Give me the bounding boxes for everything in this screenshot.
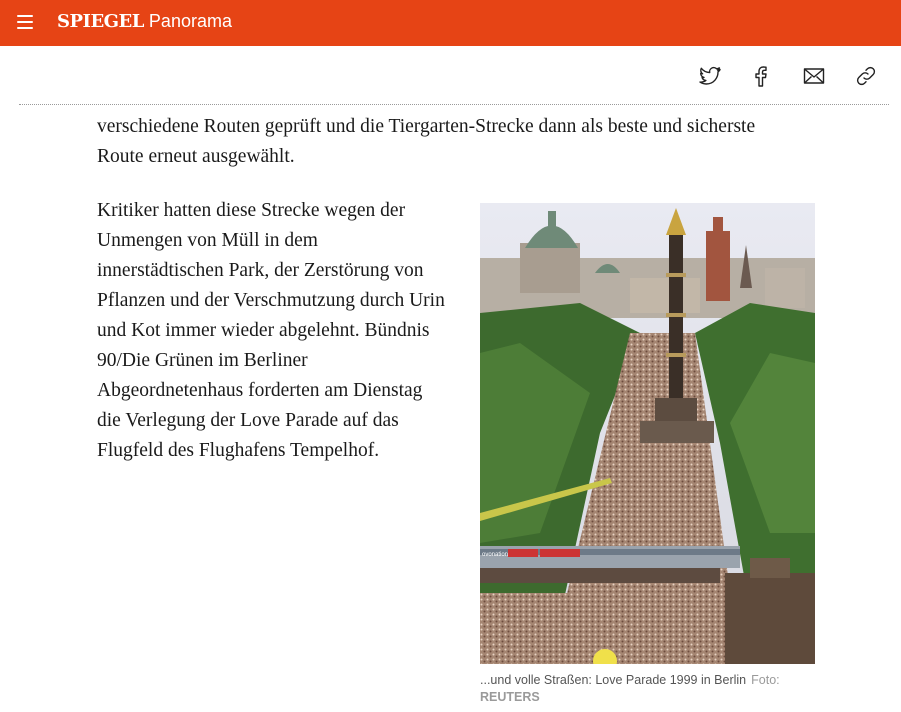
link-icon[interactable] [854, 64, 878, 88]
email-icon[interactable] [802, 64, 826, 88]
article-figure [480, 203, 815, 706]
love-parade-photo[interactable] [480, 203, 815, 664]
facebook-icon[interactable] [749, 64, 773, 88]
article-paragraph: verschiedene Routen geprüft und die Tiergarten-Strecke dann als beste und sicherste Route erneut ausgewählt. [97, 116, 756, 167]
credit-label: Foto: [751, 673, 780, 687]
caption-text: ...und volle Straßen: Love Parade 1999 in Berlin [480, 673, 747, 687]
photo-credit: REUTERS [480, 690, 540, 704]
spiegel-logo[interactable]: SPIEGEL [57, 11, 144, 32]
share-bar [19, 46, 889, 105]
photo-banner-text: ovonation [482, 552, 509, 558]
brand-link[interactable] [57, 11, 232, 32]
section-name[interactable]: Panorama [148, 11, 232, 31]
figure-caption [480, 672, 815, 706]
twitter-icon[interactable] [698, 64, 722, 88]
article-paragraph: Kritiker hatten diese Strecke wegen der Unmengen von Müll in dem innerstädtischen Park, der Zerstörung von Pflanzen und der Verschmutzung durch Urin und Kot immer wieder abgelehnt. Bündnis 90/Die Grünen im Berliner Abgeordnetenhaus forderten am Dienstag die Verlegung der Love Parade auf das Flugfeld des Flughafens Tempelhof. [97, 200, 445, 461]
hamburger-icon[interactable] [17, 15, 33, 29]
top-navigation-bar [0, 0, 901, 46]
